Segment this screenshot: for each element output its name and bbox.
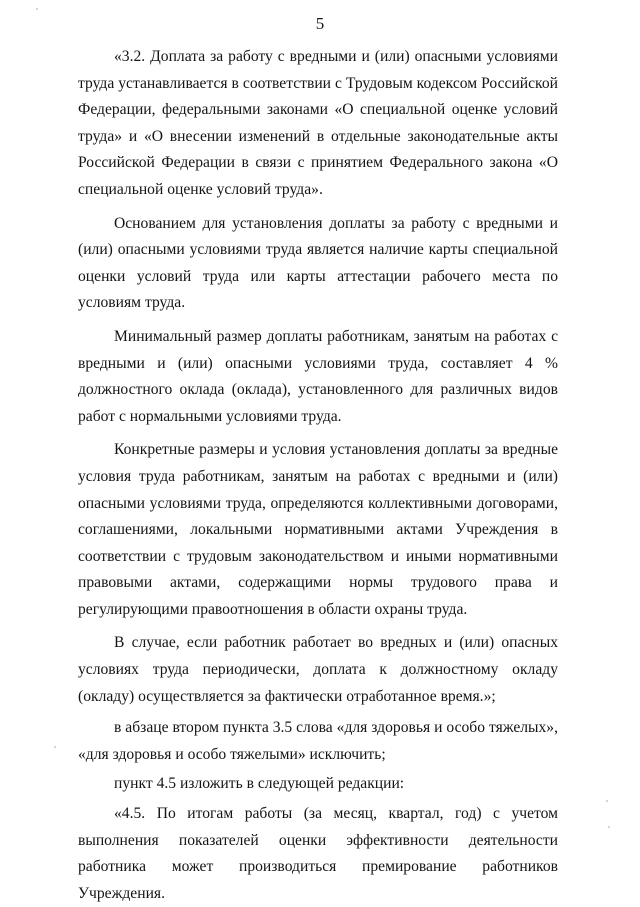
- paragraph-specific-sizes: Конкретные размеры и условия установления доплаты за вредные условия труда работникам, занятым на работах с вредными и (или) опасными условиями труда, определяются коллективными договорами, соглашениями, локальными нормативными актами Учреждения в соответствии с трудовым законодательством и иными нормативными правовыми актами, содержащими нормы трудового права и регулирующими правоотношения в области охраны труда.: [78, 441, 558, 618]
- document-body: [78, 44, 558, 907]
- paragraph-3-2-intro: «3.2. Доплата за работу с вредными и (или) опасными условиями труда устанавливается в соответствии с Трудовым кодексом Российской Федерации, федеральными законами «О специальной оценке условий труда» и «О внесении изменений в отдельные законодательные акты Российской Федерации в связи с принятием Федерального закона «О специальной оценке условий труда».: [78, 48, 558, 198]
- paragraph-amendment-3-5: в абзаце втором пункта 3.5 слова «для здоровья и особо тяжелых», «для здоровья и особо тяжелыми» исключить;: [78, 719, 558, 763]
- scan-speck: [608, 826, 610, 828]
- paragraph-basis: Основанием для установления доплаты за работу с вредными и (или) опасными условиями труда является наличие карты специальной оценки условий труда или карты аттестации рабочего места по условиям труда.: [78, 214, 558, 312]
- page-number: 5: [315, 14, 325, 33]
- paragraph-4-5-text: «4.5. По итогам работы (за месяц, квартал, год) с учетом выполнения показателей оценки эффективности деятельности работника может производиться премирование работников Учреждения.: [78, 805, 558, 902]
- scan-speck: [36, 8, 38, 10]
- paragraph-minimum-size: Минимальный размер доплаты работникам, занятым на работах с вредными и (или) опасными условиями труда, составляет 4 % должностного оклада (оклада), установленного для различных видов работ с нормальными условиями труда.: [78, 327, 558, 425]
- paragraph-amendment-4-5-intro: пункт 4.5 изложить в следующей редакции:: [114, 775, 405, 793]
- scan-speck: [606, 800, 608, 802]
- paragraph-periodic-work: В случае, если работник работает во вредных и (или) опасных условиях труда периодически, доплата к должностному окладу (окладу) осуществляется за фактически отработанное время.»;: [78, 634, 558, 705]
- scan-speck: [54, 746, 56, 748]
